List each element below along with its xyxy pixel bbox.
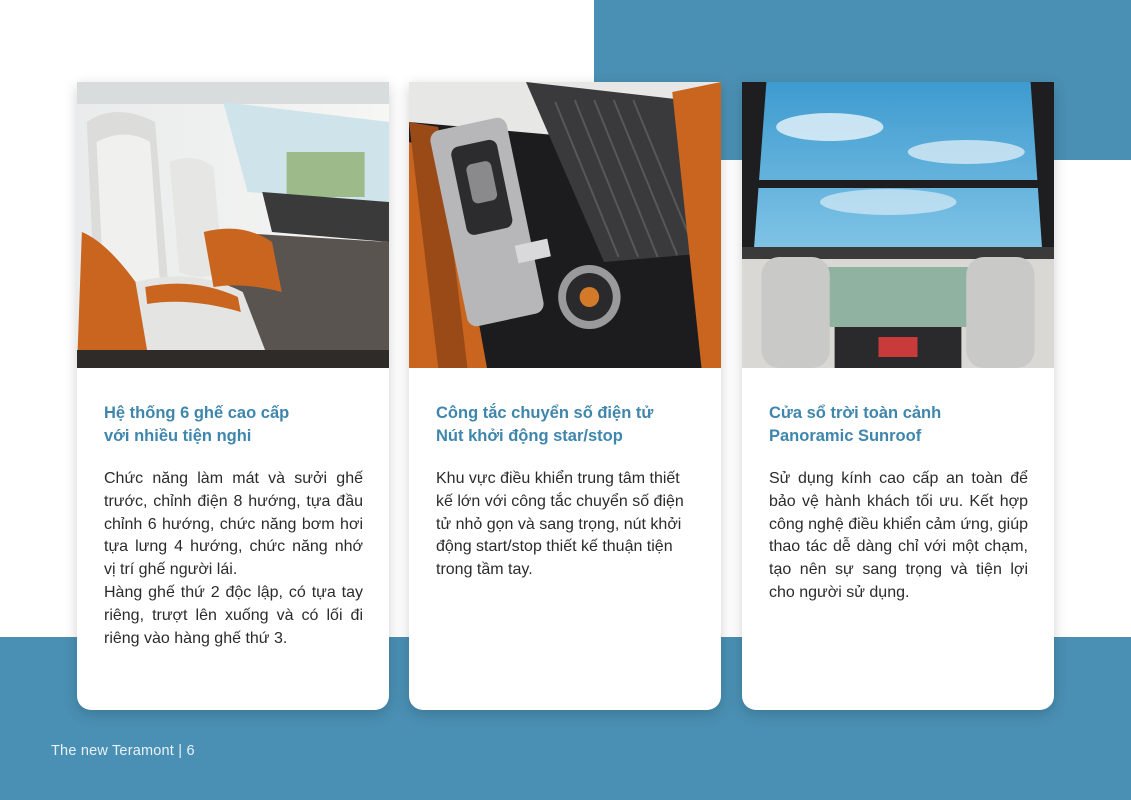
card-title-line1: Hệ thống 6 ghế cao cấp xyxy=(104,404,290,422)
card-title xyxy=(769,402,1028,448)
card-paragraph: Hàng ghế thứ 2 độc lập, có tựa tay riêng, trượt lên xuống và có lối đi riêng vào hàng ghế thứ 3. xyxy=(104,583,363,647)
card-title-line1: Công tắc chuyển số điện tử xyxy=(436,404,654,422)
page-footer: The new Teramont | 6 xyxy=(51,743,195,759)
card-description xyxy=(436,468,695,582)
card-title-line2: Panoramic Sunroof xyxy=(769,427,922,445)
feature-card-sunroof xyxy=(742,82,1054,710)
card-paragraph: Chức năng làm mát và sưởi ghế trước, chỉnh điện 8 hướng, tựa đầu chỉnh 6 hướng, chức năng bơm hơi tựa lưng 4 hướng, chức năng nhớ vị trí ghế người lái. xyxy=(104,470,363,579)
feature-card-seats xyxy=(77,82,389,710)
gear-shifter-console-photo xyxy=(409,82,721,368)
card-title xyxy=(436,402,695,448)
card-description xyxy=(769,468,1028,605)
panoramic-sunroof-photo xyxy=(742,82,1054,368)
card-title xyxy=(104,402,363,448)
card-title-line2: Nút khởi động star/stop xyxy=(436,427,623,445)
luxury-seats-photo xyxy=(77,82,389,368)
feature-card-gear-shifter xyxy=(409,82,721,710)
card-title-line1: Cửa sổ trời toàn cảnh xyxy=(769,404,942,422)
card-title-line2: với nhiều tiện nghi xyxy=(104,427,252,445)
card-paragraph: Sử dụng kính cao cấp an toàn để bảo vệ hành khách tối ưu. Kết hợp công nghệ điều khiển cảm ứng, giúp thao tác dễ dàng chỉ với một chạm, tạo nên sự sang trọng và tiện lợi cho người sử dụng. xyxy=(769,470,1028,601)
card-description xyxy=(104,468,363,650)
card-paragraph: Khu vực điều khiển trung tâm thiết kế lớn với công tắc chuyển số điện tử nhỏ gọn và sang trọng, nút khởi động start/stop thiết kế thuận tiện trong tầm tay. xyxy=(436,470,684,579)
